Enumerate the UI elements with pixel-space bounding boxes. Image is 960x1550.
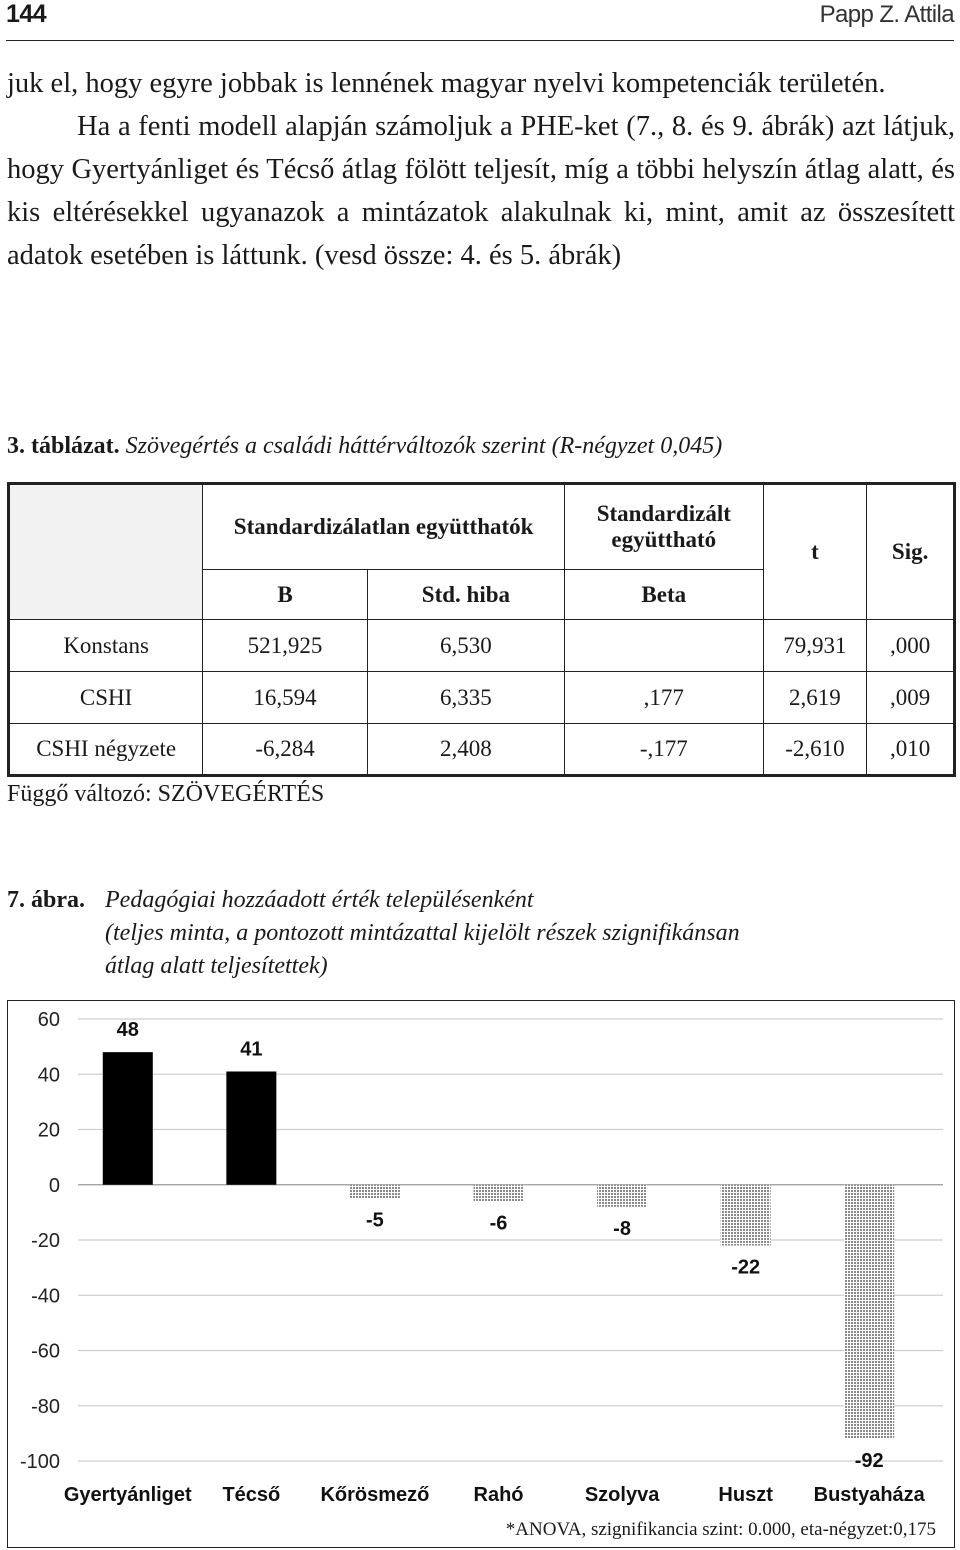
paragraph-2: Ha a fenti modell alapján számoljuk a PHE-ket (7., 8. és 9. ábrák) azt látjuk, hogy Gyertyánliget és Técső átlag fölött teljesít, míg a többi helyszín átlag alatt, és kis eltérésekkel ugyanazok a mintázatok alakulnak ki, mint, amit az összesített adatok esetében is láttunk. (vesd össze: 4. és 5. ábrák) xyxy=(7,111,955,271)
table-corner-cell xyxy=(9,484,203,620)
cell-beta: -,177 xyxy=(565,724,764,776)
row-label: CSHI xyxy=(9,672,203,724)
bar xyxy=(597,1185,647,1207)
table-caption xyxy=(7,430,722,463)
y-tick-label: -80 xyxy=(31,1395,60,1418)
header-standardized xyxy=(565,484,764,570)
data-label: -22 xyxy=(731,1256,761,1279)
x-tick-label: Szolyva xyxy=(584,1484,660,1506)
cell-beta: ,177 xyxy=(565,672,764,724)
y-tick-label: 20 xyxy=(37,1119,60,1142)
header-unstandardized: Standardizálatlan együtthatók xyxy=(203,484,565,570)
cell-b: -6,284 xyxy=(203,724,368,776)
cell-std-error: 6,335 xyxy=(367,672,564,724)
paragraph-1: juk el, hogy egyre jobbak is lennének magyar nyelvi kompetenciák területén. xyxy=(7,68,886,99)
y-tick-label: 60 xyxy=(37,1009,60,1031)
figure-caption-line1: Pedagógiai hozzáadott érték településenként xyxy=(105,887,534,913)
cell-sig: ,010 xyxy=(867,724,955,776)
table-header-row-1 xyxy=(9,484,955,570)
table-caption-label: 3. táblázat. xyxy=(7,433,120,459)
bar xyxy=(226,1071,276,1184)
header-std-error: Std. hiba xyxy=(367,570,564,620)
bar xyxy=(721,1185,771,1246)
data-label: -8 xyxy=(613,1217,631,1240)
y-tick-label: -100 xyxy=(19,1451,60,1473)
chart-frame xyxy=(7,1000,955,1548)
x-tick-label: Kőrösmező xyxy=(320,1484,430,1506)
bar xyxy=(103,1052,153,1185)
y-tick-label: 40 xyxy=(37,1064,60,1087)
running-head-author: Papp Z. Attila xyxy=(819,1,954,28)
data-label: 48 xyxy=(116,1019,139,1042)
bar xyxy=(474,1185,524,1202)
data-label: -92 xyxy=(854,1449,884,1472)
cell-t: -2,610 xyxy=(763,724,867,776)
header-standardized-line1: Standardizált xyxy=(596,501,731,526)
x-tick-label: Gyertyánliget xyxy=(63,1484,192,1506)
cell-t: 79,931 xyxy=(763,620,867,672)
x-tick-label: Bustyaháza xyxy=(813,1484,925,1506)
x-tick-label: Huszt xyxy=(718,1484,773,1506)
y-tick-label: -20 xyxy=(31,1230,60,1252)
figure-caption-line3: átlag alatt teljesítettek) xyxy=(105,953,328,979)
header-b: B xyxy=(203,570,368,620)
cell-b: 16,594 xyxy=(203,672,368,724)
cell-b: 521,925 xyxy=(203,620,368,672)
cell-std-error: 2,408 xyxy=(367,724,564,776)
figure-caption-line2: (teljes minta, a pontozott mintázattal kijelölt részek szignifikánsan xyxy=(105,920,740,946)
table-row xyxy=(9,620,955,672)
data-label: -5 xyxy=(366,1209,384,1232)
row-label: CSHI négyzete xyxy=(9,724,203,776)
header-t: t xyxy=(763,484,867,620)
header-sig: Sig. xyxy=(867,484,955,620)
y-tick-label: -40 xyxy=(31,1285,60,1308)
y-tick-label: -60 xyxy=(31,1340,60,1363)
chart-note: *ANOVA, szignifikancia szint: 0.000, eta-négyzet:0,175 xyxy=(505,1519,936,1540)
header-beta: Beta xyxy=(565,570,764,620)
cell-beta xyxy=(565,620,764,672)
bar xyxy=(844,1185,894,1439)
table-caption-text: Szövegértés a családi háttérváltozók szerint (R-négyzet 0,045) xyxy=(125,433,723,459)
table-row xyxy=(9,672,955,724)
figure-caption xyxy=(7,884,947,983)
data-label: -6 xyxy=(489,1212,508,1235)
cell-t: 2,619 xyxy=(763,672,867,724)
bar-chart xyxy=(8,1001,954,1547)
table-footnote: Függő változó: SZÖVEGÉRTÉS xyxy=(7,781,325,807)
figure-caption-label: 7. ábra. xyxy=(7,887,85,913)
x-tick-label: Rahó xyxy=(473,1484,524,1506)
row-label: Konstans xyxy=(9,620,203,672)
header-standardized-line2: együttható xyxy=(611,527,717,552)
y-tick-label: 0 xyxy=(48,1174,60,1197)
cell-sig: ,009 xyxy=(867,672,955,724)
regression-table xyxy=(7,482,956,777)
bar xyxy=(350,1185,400,1199)
body-text xyxy=(7,62,955,277)
data-label: 41 xyxy=(240,1038,263,1061)
cell-std-error: 6,530 xyxy=(367,620,564,672)
cell-sig: ,000 xyxy=(867,620,955,672)
table-row xyxy=(9,724,955,776)
page-number: 144 xyxy=(6,0,47,28)
x-tick-label: Técső xyxy=(222,1484,281,1506)
running-head xyxy=(6,0,954,41)
